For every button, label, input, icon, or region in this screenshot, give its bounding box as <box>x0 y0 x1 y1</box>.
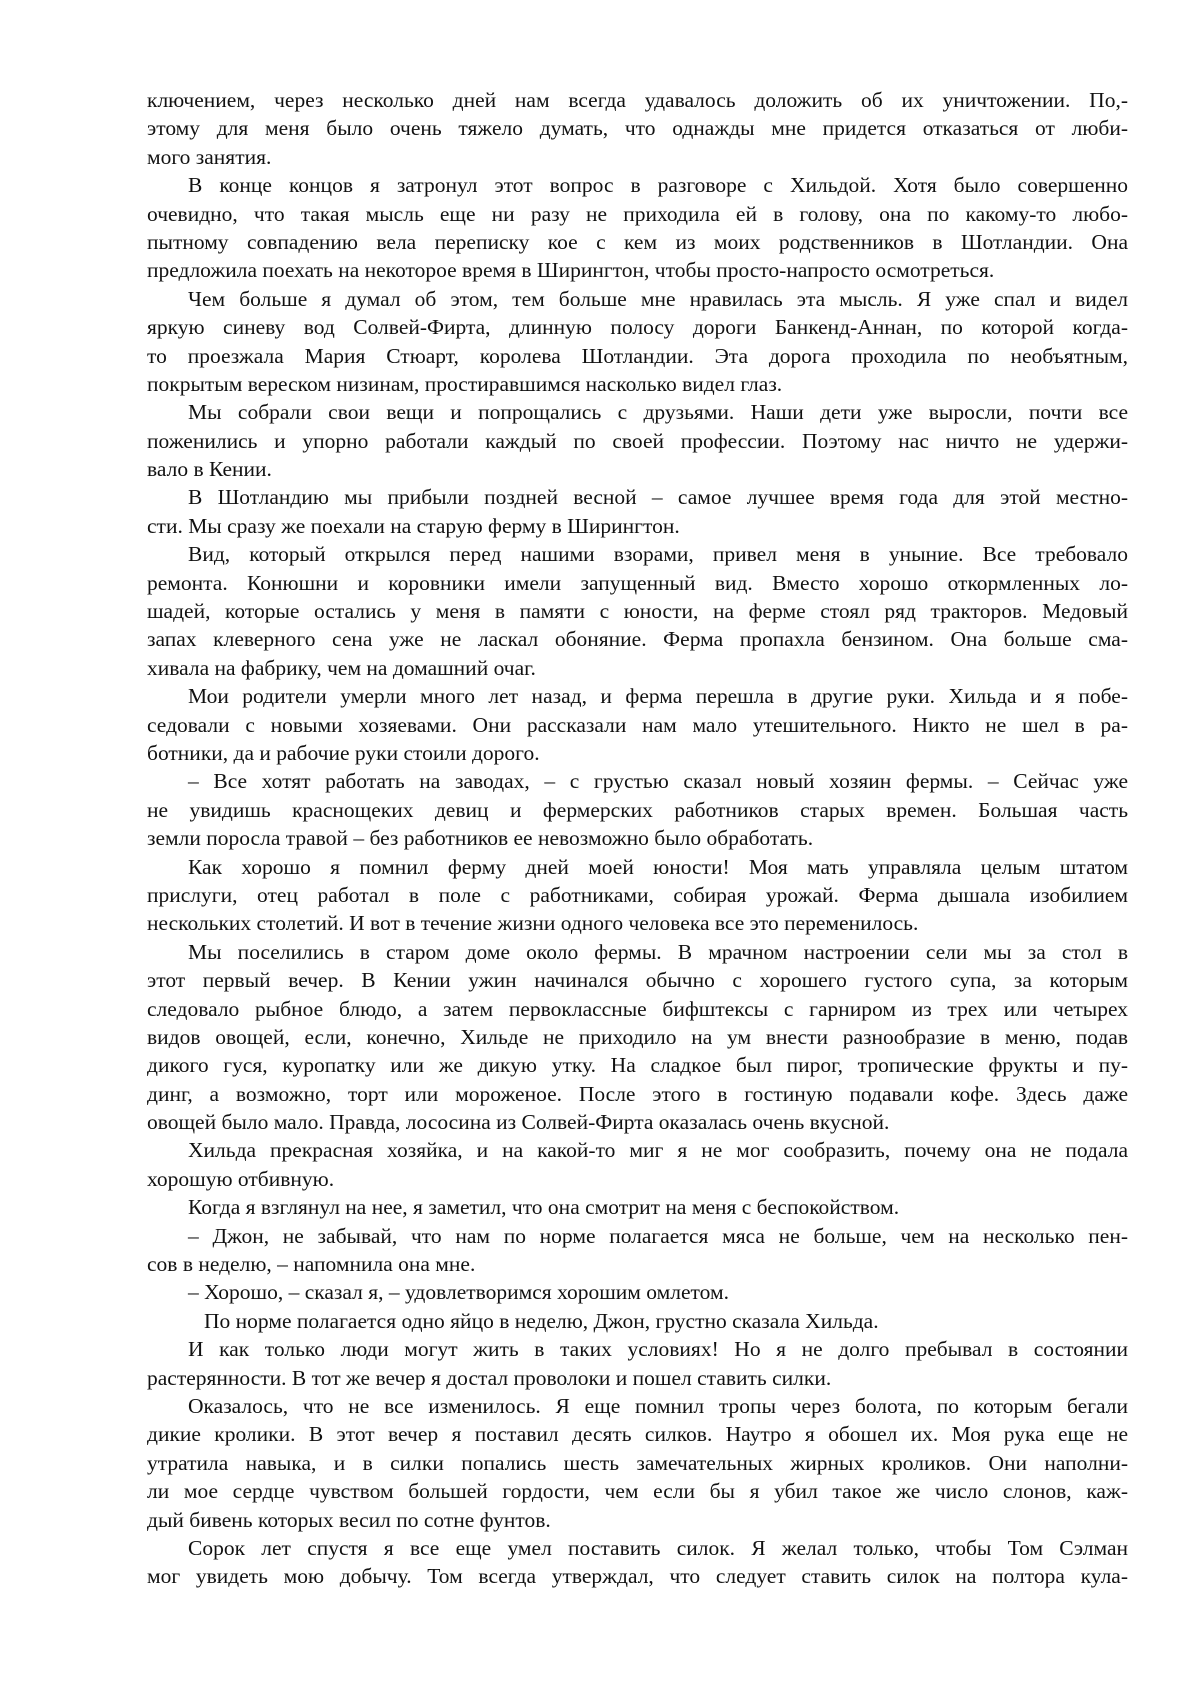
text-line: В конце концов я затронул этот вопрос в разговоре с Хильдой. Хотя было совершенно <box>188 173 1128 198</box>
paragraph <box>147 171 1128 285</box>
text-line: этот первый вечер. В Кении ужин начинался обычно с хорошего густого супа, за которым <box>147 968 1128 993</box>
paragraph <box>147 1136 1128 1193</box>
paragraph <box>147 1278 1128 1306</box>
text-line: ли мое сердце чувством большей гордости, чем если бы я убил такое же число слонов, каж- <box>147 1479 1128 1504</box>
paragraph <box>147 483 1128 540</box>
text-line: Мы поселились в старом доме около фермы. В мрачном настроении сели мы за стол в <box>188 939 1128 964</box>
text-line: дикого гуся, куропатку или же дикую утку. На сладкое был пирог, тропические фрукты и пу- <box>147 1053 1128 1078</box>
paragraph <box>147 853 1128 938</box>
text-line: следовало рыбное блюдо, а затем первоклассные бифштексы с гарниром из трех или четырех <box>147 996 1128 1021</box>
text-line: Сорок лет спустя я все еще умел поставить силок. Я желал только, чтобы Том Сэлман <box>188 1535 1128 1560</box>
text-line: то проезжала Мария Стюарт, королева Шотландии. Эта дорога проходила по необъятным, <box>147 343 1128 368</box>
text-line: растерянности. В тот же вечер я достал проволоки и пошел ставить силки. <box>147 1365 832 1390</box>
text-line: яркую синеву вод Солвей-Фирта, длинную полосу дороги Банкенд-Аннан, по которой когда- <box>147 315 1128 340</box>
text-line: дикие кролики. В этот вечер я поставил десять силков. Наутро я обошел их. Моя рука еще не <box>147 1422 1128 1447</box>
text-line: этому для меня было очень тяжело думать, что однажды мне придется отказаться от люби- <box>147 116 1128 141</box>
text-line: земли поросла травой – без работников ее невозможно было обработать. <box>147 826 814 851</box>
paragraph <box>147 767 1128 852</box>
paragraph <box>147 1392 1128 1534</box>
text-line: овощей было мало. Правда, лососина из Солвей-Фирта оказалась очень вкусной. <box>147 1110 890 1135</box>
text-line: Мои родители умерли много лет назад, и ферма перешла в другие руки. Хильда и я побе- <box>188 684 1128 709</box>
paragraph <box>147 398 1128 483</box>
text-line: Вид, который открылся перед нашими взорами, привел меня в уныние. Все требовало <box>188 542 1128 567</box>
text-line: шадей, которые остались у меня в памяти с юности, на ферме стоял ряд тракторов. Медовый <box>147 599 1128 624</box>
text-line: предложила поехать на некоторое время в Ширингтон, чтобы просто-напросто осмотреться. <box>147 258 995 283</box>
paragraph <box>147 1222 1128 1279</box>
text-line: Когда я взглянул на нее, я заметил, что она смотрит на меня с беспокойством. <box>188 1195 900 1220</box>
text-line: Хильда прекрасная хозяйка, и на какой-то миг я не мог сообразить, почему она не подала <box>188 1138 1128 1163</box>
text-line: утратила навыка, и в силки попались шесть замечательных жирных кроликов. Они наполни- <box>147 1450 1128 1475</box>
text-line: покрытым вереском низинам, простиравшимся насколько видел глаз. <box>147 371 783 396</box>
text-line: Чем больше я думал об этом, тем больше мне нравилась эта мысль. Я уже спал и видел <box>188 286 1128 311</box>
text-line: поженились и упорно работали каждый по своей профессии. Поэтому нас ничто не удержи- <box>147 428 1128 453</box>
text-line: Мы собрали свои вещи и попрощались с друзьями. Наши дети уже выросли, почти все <box>188 400 1128 425</box>
text-line: – Хорошо, – сказал я, – удовлетворимся хорошим омлетом. <box>188 1280 729 1305</box>
text-line: Как хорошо я помнил ферму дней моей юности! Моя мать управляла целым штатом <box>188 854 1128 879</box>
text-line: По норме полагается одно яйцо в неделю, Джон, грустно сказала Хильда. <box>204 1308 879 1333</box>
paragraph <box>147 1534 1128 1591</box>
paragraph <box>147 938 1128 1137</box>
text-line: Оказалось, что не все изменилось. Я еще помнил тропы через болота, по которым бегали <box>188 1393 1128 1418</box>
text-line: мог увидеть мою добычу. Том всегда утверждал, что следует ставить силок на полтора кула- <box>147 1564 1128 1589</box>
paragraph <box>147 682 1128 767</box>
text-line: ботники, да и рабочие руки стоили дорого. <box>147 740 540 765</box>
text-line: динг, а возможно, торт или мороженое. После этого в гостиную подавали кофе. Здесь даже <box>147 1081 1128 1106</box>
text-line: прислуги, отец работал в поле с работниками, собирая урожай. Ферма дышала изобилием <box>147 882 1128 907</box>
text-line: очевидно, что такая мысль еще ни разу не приходила ей в голову, она по какому-то любо- <box>147 201 1128 226</box>
text-line: видов овощей, если, конечно, Хильде не приходило на ум внести разнообразие в меню, подав <box>147 1024 1128 1049</box>
text-line: – Джон, не забывай, что нам по норме полагается мяса не больше, чем на несколько пен- <box>188 1223 1128 1248</box>
page-body <box>147 86 1128 1591</box>
paragraph <box>147 86 1128 171</box>
text-line: И как только люди могут жить в таких условиях! Но я не долго пребывал в состоянии <box>188 1337 1128 1362</box>
paragraph <box>147 1335 1128 1392</box>
paragraph <box>147 1193 1128 1221</box>
text-line: В Шотландию мы прибыли поздней весной – самое лучшее время года для этой местно- <box>188 485 1128 510</box>
text-line: нескольких столетий. И вот в течение жизни одного человека все это переменилось. <box>147 911 919 936</box>
text-line: сов в неделю, – напомнила она мне. <box>147 1252 476 1277</box>
text-line: седовали с новыми хозяевами. Они рассказали нам мало утешительного. Никто не шел в ра- <box>147 712 1128 737</box>
text-line: не увидишь краснощеких девиц и фермерских работников старых времен. Большая часть <box>147 797 1128 822</box>
paragraph <box>147 540 1128 682</box>
text-line: хорошую отбивную. <box>147 1166 335 1191</box>
text-line: ключением, через несколько дней нам всегда удавалось доложить об их уничтожении. По,- <box>147 88 1128 112</box>
paragraph <box>147 1307 1128 1335</box>
text-line: мого занятия. <box>147 144 272 169</box>
paragraph <box>147 285 1128 399</box>
text-line: вало в Кении. <box>147 457 272 482</box>
text-line: хивала на фабрику, чем на домашний очаг. <box>147 655 536 680</box>
text-line: пытному совпадению вела переписку кое с кем из моих родственников в Шотландии. Она <box>147 229 1128 254</box>
text-line: ремонта. Конюшни и коровники имели запущенный вид. Вместо хорошо откормленных ло- <box>147 570 1128 595</box>
text-line: запах клеверного сена уже не ласкал обоняние. Ферма пропахла бензином. Она больше сма- <box>147 627 1128 652</box>
text-line: дый бивень которых весил по сотне фунтов. <box>147 1507 551 1532</box>
text-line: – Все хотят работать на заводах, – с грустью сказал новый хозяин фермы. – Сейчас уже <box>188 769 1128 794</box>
text-line: сти. Мы сразу же поехали на старую ферму в Ширингтон. <box>147 513 680 538</box>
